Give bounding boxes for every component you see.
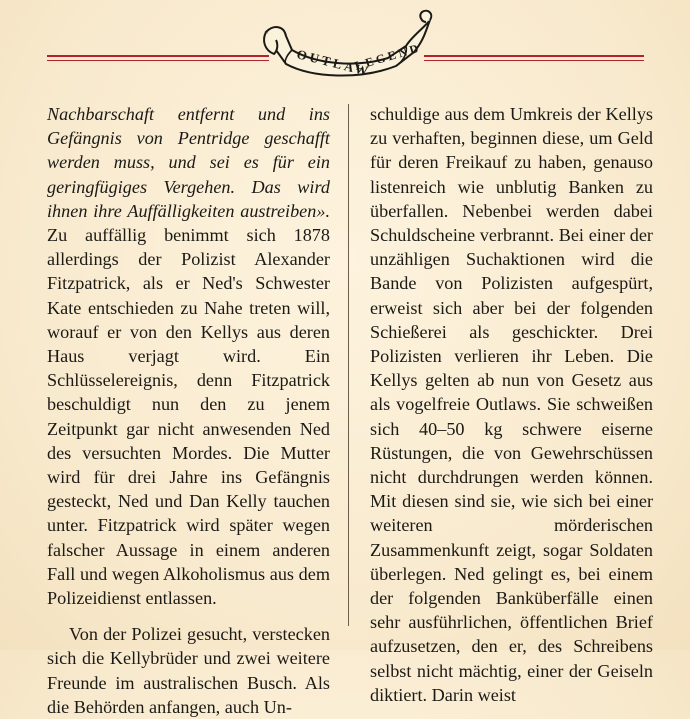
left-paragraph-1-text: Zu auffällig benimmt sich 1878 allerdings der Polizist Alexander Fitzpatrick, als er Ned's Schwester Kate entschieden zu Nahe treten will, worauf er von den Kellys aus deren Haus verjagt wird. Ein Schlüsselereignis, denn Fitzpatrick beschuldigt nun den zu jenem Zeitpunkt gar nicht anwesenden Ned des versuchten Mordes. Die Mutter wird für drei Jahre ins Gefängnis gesteckt, Ned und Dan Kelly tauchen unter. Fitzpatrick wird später wegen falscher Aussage in einem anderen Fall und wegen Alkoholismus aus dem Polizeidienst entlassen. (47, 225, 330, 609)
header-rule-right (424, 55, 644, 57)
outlaw-legend-banner-logo (256, 6, 436, 90)
logo-text-legend: LEGEND (352, 40, 423, 73)
left-column (47, 102, 330, 719)
logo-text-outlaw: OUTLAW (295, 46, 373, 80)
left-paragraph-1 (47, 102, 330, 610)
page-header (0, 0, 690, 90)
left-intro-italic: Nachbarschaft entfernt und ins Gefängnis von Pentridge geschafft werden muss, und sei es für ein geringfügiges Vergehen. Das wird ihnen ihre Auffälligkeiten austreiben». (47, 104, 330, 221)
header-rule-left-thin (47, 60, 269, 61)
header-rule-left (47, 55, 269, 57)
right-column (370, 102, 653, 707)
right-paragraph: schuldige aus dem Umkreis der Kellys zu verhaften, beginnen diese, um Geld für deren Freikauf zu haben, genauso listenreich wie unblutig Banken zu überfallen. Nebenbei werden dabei Schuldscheine verbrannt. Bei einer der unzähligen Suchaktionen wird die Bande von Polizisten aufgespürt, erweist sich aber bei der folgenden Schießerei als geschickter. Drei Polizisten verlieren ihr Leben. Die Kellys gelten ab nun von Gesetz aus als vogelfreie Outlaws. Sie schweißen sich 40–50 kg schwere eiserne Rüstungen, die von Gewehrschüssen nicht durchdrungen werden können. Mit diesen sind sie, wie sich bei einer weiteren mörderischen Zusammenkunft zeigt, sogar Soldaten überlegen. Ned gelingt es, bei einem der folgenden Banküberfälle einen sehr ausführlichen, öffentlichen Brief aufzusetzen, den er, des Schreibens selbst nicht mächtig, einer der Geiseln diktiert. Darin weist (370, 104, 653, 705)
column-divider (348, 104, 349, 626)
header-rule-right-thin (424, 60, 644, 61)
article-body (0, 96, 690, 717)
left-paragraph-2: Von der Polizei gesucht, verstecken sich die Kellybrüder und zwei weitere Freunde im australischen Busch. Als die Behörden anfangen, auch Un- (47, 624, 330, 717)
